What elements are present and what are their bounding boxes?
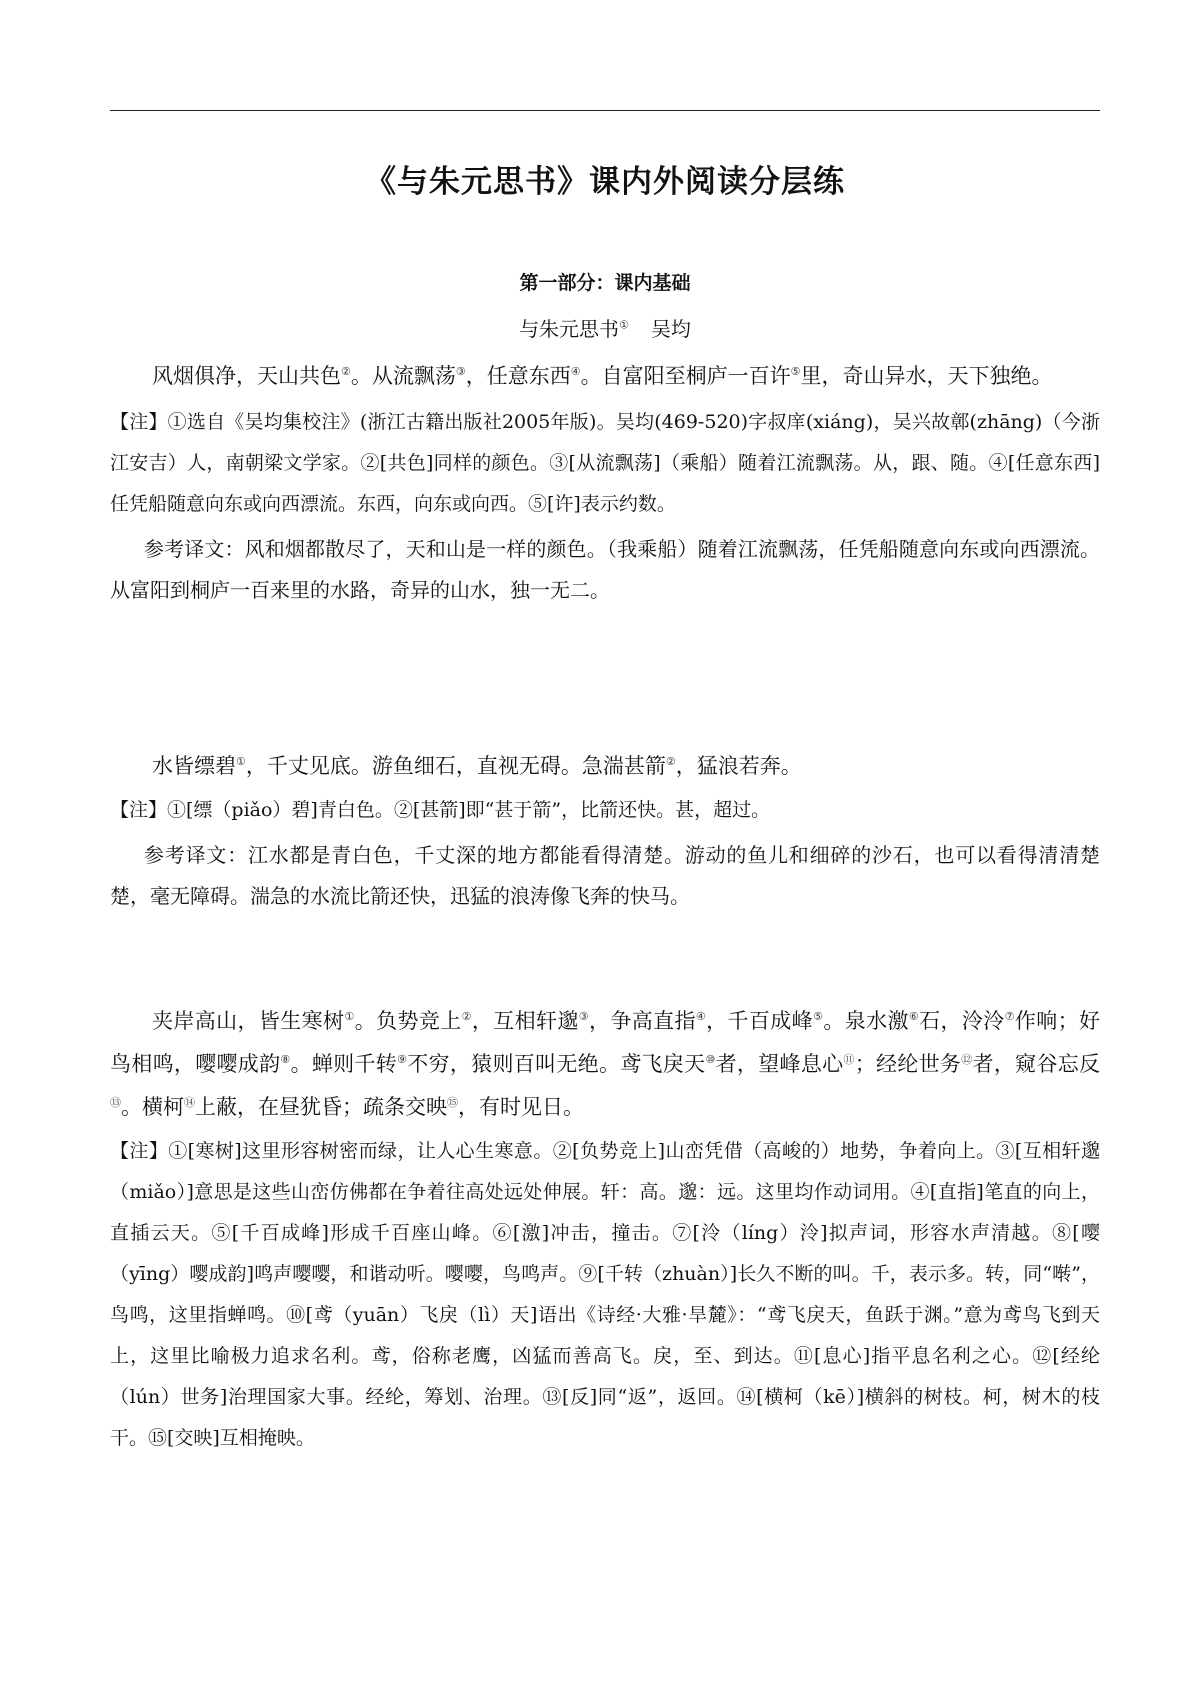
note-marker: ⑪: [843, 1053, 855, 1066]
note-marker: ④: [695, 1010, 707, 1023]
note-marker: ①: [344, 1010, 355, 1023]
text-span: ，千丈见底。游鱼细石，直视无碍。急湍甚箭: [245, 754, 666, 778]
note-marker: ⑭: [184, 1096, 195, 1109]
note-marker: ⑥: [908, 1010, 920, 1023]
text-span: ，争高直指: [589, 1009, 696, 1033]
note-marker: ⑦: [1004, 1010, 1015, 1023]
original-text: [110, 745, 1100, 788]
document-title: 《与朱元思书》课内外阅读分层练: [365, 164, 845, 200]
article-title-line: [110, 313, 1100, 342]
note-marker: ⑩: [705, 1053, 716, 1066]
note-marker: ⑧: [280, 1053, 291, 1066]
text-span: 。横柯: [121, 1095, 184, 1119]
note-marker: ⑮: [447, 1096, 458, 1109]
text-span: 者，望峰息心: [715, 1052, 844, 1076]
text-span: 水皆缥碧: [152, 754, 236, 778]
note-marker: ⑬: [110, 1096, 121, 1109]
annotation-note: 【注】①[寒树]这里形容树密而绿，让人心生寒意。②[负势竞上]山峦凭借（高峻的）地势，争着向上。③[互相轩邈（miǎo）]意思是这些山峦仿佛都在争着往高处远处伸展。轩：高。邈：远。这里均作动词用。④[直指]笔直的向上，直插云天。⑤[千百成峰]形成千百座山峰。⑥[激]冲击，撞击。⑦[泠（líng）泠]拟声词，形容水声清越。⑧[嘤（yīng）嘤成韵]鸣声嘤嘤，和谐动听。嘤嘤，鸟鸣声。⑨[千转（zhuàn）]长久不断的叫。千，表示多。转，同“啭”，鸟鸣，这里指蝉鸣。⑩[鸢（yuān）飞戾（lì）天]语出《诗经·大雅·旱麓》：“鸢飞戾天，鱼跃于渊。”意为鸢鸟飞到天上，这里比喻极力追求名利。鸢，俗称老鹰，凶猛而善高飞。戾，至、到达。⑪[息心]指平息名利之心。⑫[经纶（lún）世务]治理国家大事。经纶，筹划、治理。⑬[反]同“返”，返回。⑭[横柯（kē）]横斜的树枝。柯，树木的枝干。⑮[交映]互相掩映。: [110, 1140, 1100, 1449]
text-span: 。负势竞上: [354, 1009, 462, 1033]
article-author: 吴均: [650, 317, 691, 341]
note-marker: ⑤: [790, 365, 801, 378]
text-span: 上蔽，在昼犹昏；疏条交映: [195, 1095, 447, 1119]
text-span: 者，窥谷忘反: [972, 1052, 1101, 1076]
text-span: ，千百成峰: [706, 1009, 814, 1033]
note-marker: ⑤: [813, 1010, 824, 1023]
text-span: 。从流飘荡: [350, 364, 456, 388]
text-span: 。蝉则千转: [290, 1052, 398, 1076]
passage-1: [110, 355, 1100, 611]
article-title-note-marker: ①: [619, 318, 629, 332]
text-span: 作响；好鸟相鸣，嘤嘤成韵: [110, 1009, 1101, 1076]
text-span: 。自富阳至桐庐一百许: [580, 364, 791, 388]
text-span: 风烟俱净，天山共色: [152, 364, 341, 388]
passage-3: [110, 1000, 1100, 1459]
text-span: ，猛浪若奔。: [675, 754, 802, 778]
text-span: 不穷，猿则百叫无绝。鸢飞戾天: [407, 1052, 706, 1076]
annotation-note: 【注】①[缥（piǎo）碧]青白色。②[甚箭]即“甚于箭”，比箭还快。甚，超过。: [110, 799, 771, 821]
text-span: ，互相轩邈: [471, 1009, 579, 1033]
note-marker: ②: [461, 1010, 472, 1023]
reference-translation: 参考译文：风和烟都散尽了，天和山是一样的颜色。（我乘船）随着江流飘荡，任凭船随意向东或向西漂流。从富阳到桐庐一百来里的水路，奇异的山水，独一无二。: [110, 537, 1100, 602]
reference-translation: 参考译文：江水都是青白色，千丈深的地方都能看得清楚。游动的鱼儿和细碎的沙石，也可以看得清清楚楚，毫无障碍。湍急的水流比箭还快，迅猛的浪涛像飞奔的快马。: [110, 843, 1100, 908]
text-span: 石，泠泠: [919, 1009, 1005, 1033]
note-marker: ⑫: [961, 1053, 973, 1066]
text-span: 里，奇山异水，天下独绝。: [800, 364, 1053, 388]
text-span: ，有时见日。: [458, 1095, 584, 1119]
text-span: 夹岸高山，皆生寒树: [152, 1009, 345, 1033]
note-marker: ④: [570, 365, 581, 378]
text-span: ，任意东西: [465, 364, 571, 388]
text-span: ；经纶世务: [854, 1052, 962, 1076]
section-heading: 第一部分：课内基础: [519, 272, 691, 294]
note-marker: ②: [341, 365, 351, 378]
original-text: [110, 355, 1100, 398]
top-rule: [110, 110, 1100, 111]
note-marker: ⑨: [397, 1053, 408, 1066]
note-marker: ③: [578, 1010, 589, 1023]
text-span: 。泉水激: [823, 1009, 909, 1033]
article-title: 与朱元思书: [519, 317, 620, 341]
annotation-note: 【注】①选自《吴均集校注》(浙江古籍出版社2005年版)。吴均(469-520)字叔庠(xiáng)，吴兴故鄣(zhāng)（今浙江安吉）人，南朝梁文学家。②[共色]同样的颜色。③[从流飘荡]（乘船）随着江流飘荡。从，跟、随。④[任意东西]任凭船随意向东或向西漂流。东西，向东或向西。⑤[许]表示约数。: [110, 411, 1100, 515]
passage-2: [110, 745, 1100, 917]
note-marker: ③: [455, 365, 466, 378]
note-marker: ②: [665, 755, 676, 768]
original-text: [110, 1000, 1100, 1129]
note-marker: ①: [236, 755, 246, 768]
